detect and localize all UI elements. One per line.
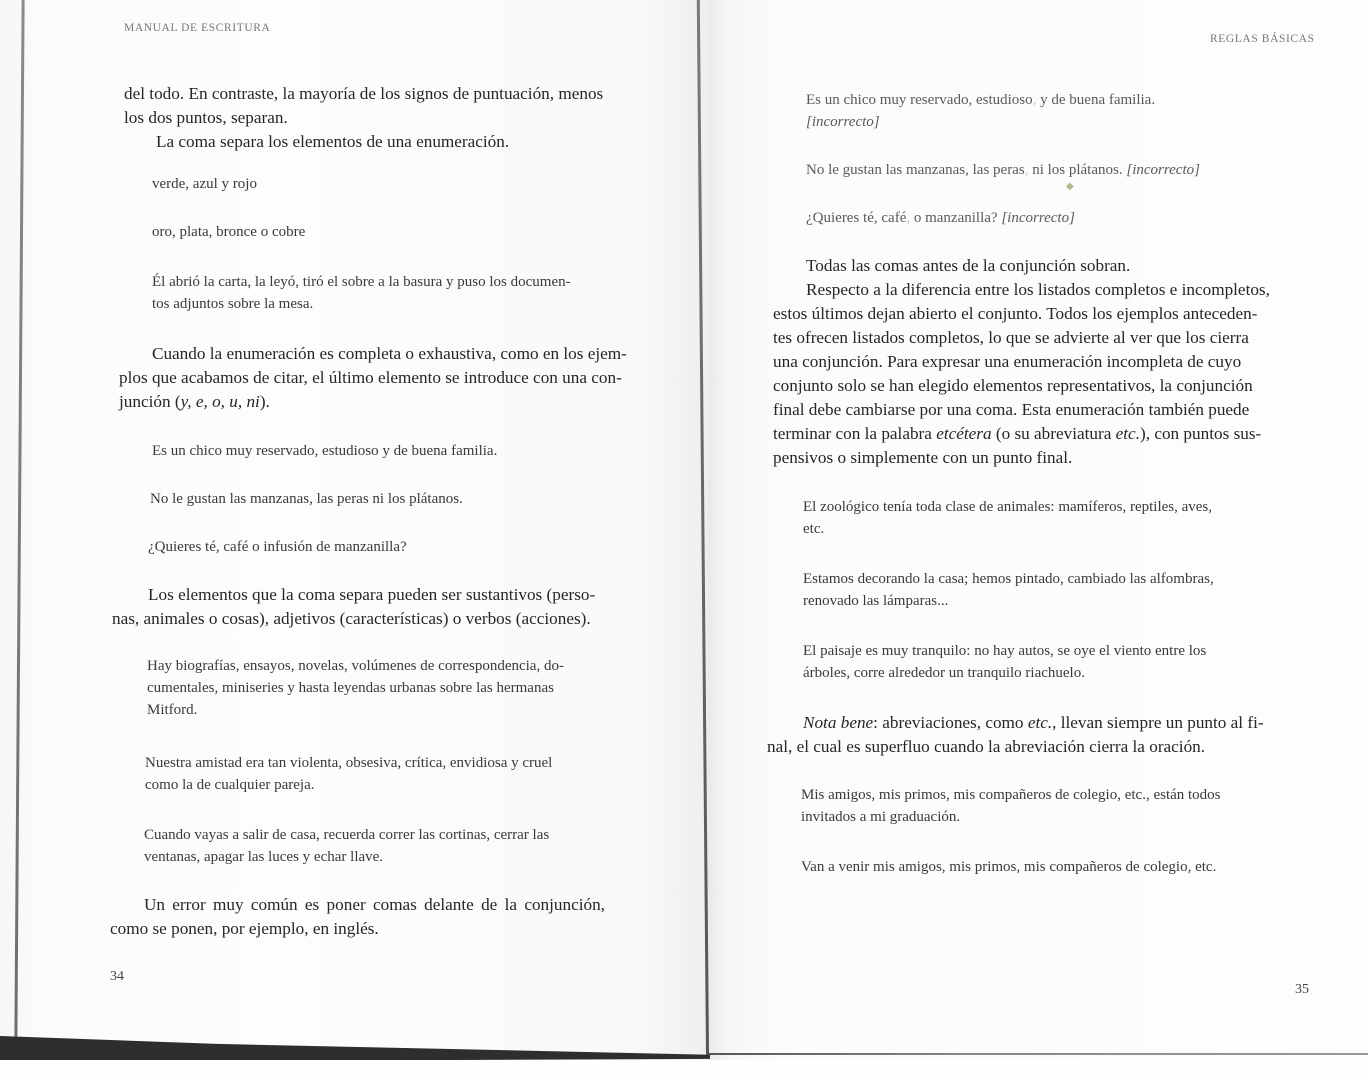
page-number-left: 34 (110, 969, 124, 984)
example-item (801, 856, 1301, 878)
text-line: invitados a mi graduación. (801, 809, 961, 825)
text-line: los dos puntos, separan. (124, 108, 288, 127)
example-item (147, 655, 667, 721)
text-span: , llevan siempre un punto al fi- (1052, 713, 1264, 732)
text-line: Nuestra amistad era tan violenta, obsesiva, crítica, envidiosa y cruel (145, 755, 553, 771)
text-line: Los elementos que la coma separa pueden ser sustantivos (perso- (148, 585, 596, 604)
conjunctions-italic: y, e, o, u, ni (180, 392, 260, 411)
text-span: ). (259, 392, 270, 411)
text-line: Hay biografías, ensayos, novelas, volúmenes de correspondencia, do- (147, 658, 564, 674)
text-line: ventanas, apagar las luces y echar llave. (144, 849, 384, 865)
scan-margin (0, 1060, 1368, 1080)
text-line: El zoológico tenía toda clase de animales: mamíferos, reptiles, aves, (803, 499, 1213, 515)
running-head-left: MANUAL DE ESCRITURA (124, 22, 271, 34)
example-item (803, 640, 1303, 684)
text-span: No le gustan las manzanas, las peras (806, 162, 1025, 178)
text-line (806, 89, 1306, 111)
intro-paragraph (124, 82, 684, 154)
incorrect-example (806, 159, 1326, 181)
text-line: una conjunción. Para expresar una enumeración incompleta de cuyo (773, 352, 1242, 371)
wrong-comma: , (1032, 92, 1037, 108)
text-line: Cuando la enumeración es completa o exhaustiva, como en los ejem- (152, 344, 627, 363)
wrong-comma: , (906, 210, 911, 226)
text-line: cumentales, miniseries y hasta leyendas urbanas sobre las hermanas (147, 680, 554, 696)
paragraph-enumeracion-completa (119, 342, 679, 414)
text-span: o manzanilla? (910, 210, 1002, 226)
example-item (152, 271, 672, 315)
text-line: árboles, corre alrededor un tranquilo riachuelo. (803, 665, 1085, 681)
text-line: tos adjuntos sobre la mesa. (152, 296, 314, 312)
incorrect-tag: [incorrecto] (1126, 162, 1200, 178)
nota-bene-italic: Nota bene (803, 713, 874, 732)
term-italic: etc. (1115, 424, 1140, 443)
text-line: pensivos o simplemente con un punto final. (773, 448, 1073, 467)
example-item: oro, plata, bronce o cobre (152, 224, 306, 240)
text-line: como la de cualquier pareja. (145, 777, 315, 793)
paragraph-nota-bene (767, 711, 1317, 759)
text-line: Un error muy común es poner comas delante de la conjunción, (144, 895, 605, 914)
text-span: junción ( (119, 392, 181, 411)
text-line: La coma separa los elementos de una enumeración. (156, 132, 510, 151)
term-italic: etcétera (936, 424, 992, 443)
example-item (801, 784, 1301, 828)
text-line (773, 422, 1318, 446)
text-line: nal, el cual es superfluo cuando la abreviación cierra la oración. (767, 737, 1206, 756)
term-italic: etc. (1027, 713, 1053, 732)
running-head-right: REGLAS BÁSICAS (1210, 33, 1315, 45)
text-line: Respecto a la diferencia entre los listados completos e incompletos, (806, 280, 1270, 299)
incorrect-tag: [incorrecto] (1001, 210, 1075, 226)
text-line: del todo. En contraste, la mayoría de los signos de puntuación, menos (124, 84, 604, 103)
text-line: nas, animales o cosas), adjetivos (características) o verbos (acciones). (112, 609, 591, 628)
text-span: y de buena familia. (1036, 92, 1156, 108)
text-line (119, 390, 679, 414)
text-line: Todas las comas antes de la conjunción sobran. (806, 256, 1131, 275)
text-line: Van a venir mis amigos, mis primos, mis compañeros de colegio, etc. (801, 859, 1217, 875)
text-line: etc. (803, 521, 825, 537)
text-line: como se ponen, por ejemplo, en inglés. (110, 919, 379, 938)
example-item (803, 496, 1303, 540)
text-span: : abreviaciones, como (873, 713, 1028, 732)
text-line: final debe cambiarse por una coma. Esta enumeración también puede (773, 400, 1250, 419)
text-line (806, 159, 1326, 181)
paragraph-elementos (112, 583, 682, 631)
text-line: conjunto solo se han elegido elementos representativos, la conjunción (773, 376, 1253, 395)
text-line: estos últimos dejan abierto el conjunto. Todos los ejemplos anteceden- (773, 304, 1258, 323)
text-span: (o su abreviatura (991, 424, 1116, 443)
example-item: verde, azul y rojo (152, 176, 257, 192)
example-item (803, 568, 1303, 612)
incorrect-example (806, 89, 1306, 133)
text-span: ni los plátanos. (1028, 162, 1127, 178)
text-line (767, 711, 1317, 735)
text-line: renovado las lámparas... (803, 593, 949, 609)
text-span: terminar con la palabra (773, 424, 937, 443)
page-bottom-edge (706, 1053, 1368, 1055)
incorrect-example (806, 207, 1306, 229)
text-line: Mitford. (147, 702, 198, 718)
text-span: ¿Quieres té, café (806, 210, 907, 226)
wrong-comma: , (1024, 162, 1029, 178)
text-line: Él abrió la carta, la leyó, tiró el sobre a la basura y puso los documen- (152, 274, 571, 290)
text-line: plos que acabamos de citar, el último elemento se introduce con una con- (119, 368, 622, 387)
text-line: tes ofrecen listados completos, lo que se advierte al ver que los cierra (773, 328, 1249, 347)
example-item: ¿Quieres té, café o infusión de manzanilla? (148, 539, 407, 555)
example-item (144, 824, 664, 868)
example-item (145, 752, 665, 796)
incorrect-tag: [incorrecto] (806, 114, 880, 130)
paragraph-error-comun (110, 893, 670, 941)
example-item: Es un chico muy reservado, estudioso y de buena familia. (152, 443, 498, 459)
text-line (806, 207, 1306, 229)
text-line: Estamos decorando la casa; hemos pintado, cambiado las alfombras, (803, 571, 1214, 587)
text-span: Es un chico muy reservado, estudioso (806, 92, 1033, 108)
example-item: No le gustan las manzanas, las peras ni los plátanos. (150, 491, 463, 507)
text-span: ), con puntos sus- (1140, 424, 1262, 443)
text-line: Cuando vayas a salir de casa, recuerda correr las cortinas, cerrar las (144, 827, 550, 843)
paragraph-listados (773, 254, 1318, 470)
stray-mark-icon: ◆ (1066, 181, 1074, 192)
text-line: Mis amigos, mis primos, mis compañeros de colegio, etc., están todos (801, 787, 1221, 803)
text-line: El paisaje es muy tranquilo: no hay autos, se oye el viento entre los (803, 643, 1207, 659)
page-number-right: 35 (1295, 982, 1309, 997)
